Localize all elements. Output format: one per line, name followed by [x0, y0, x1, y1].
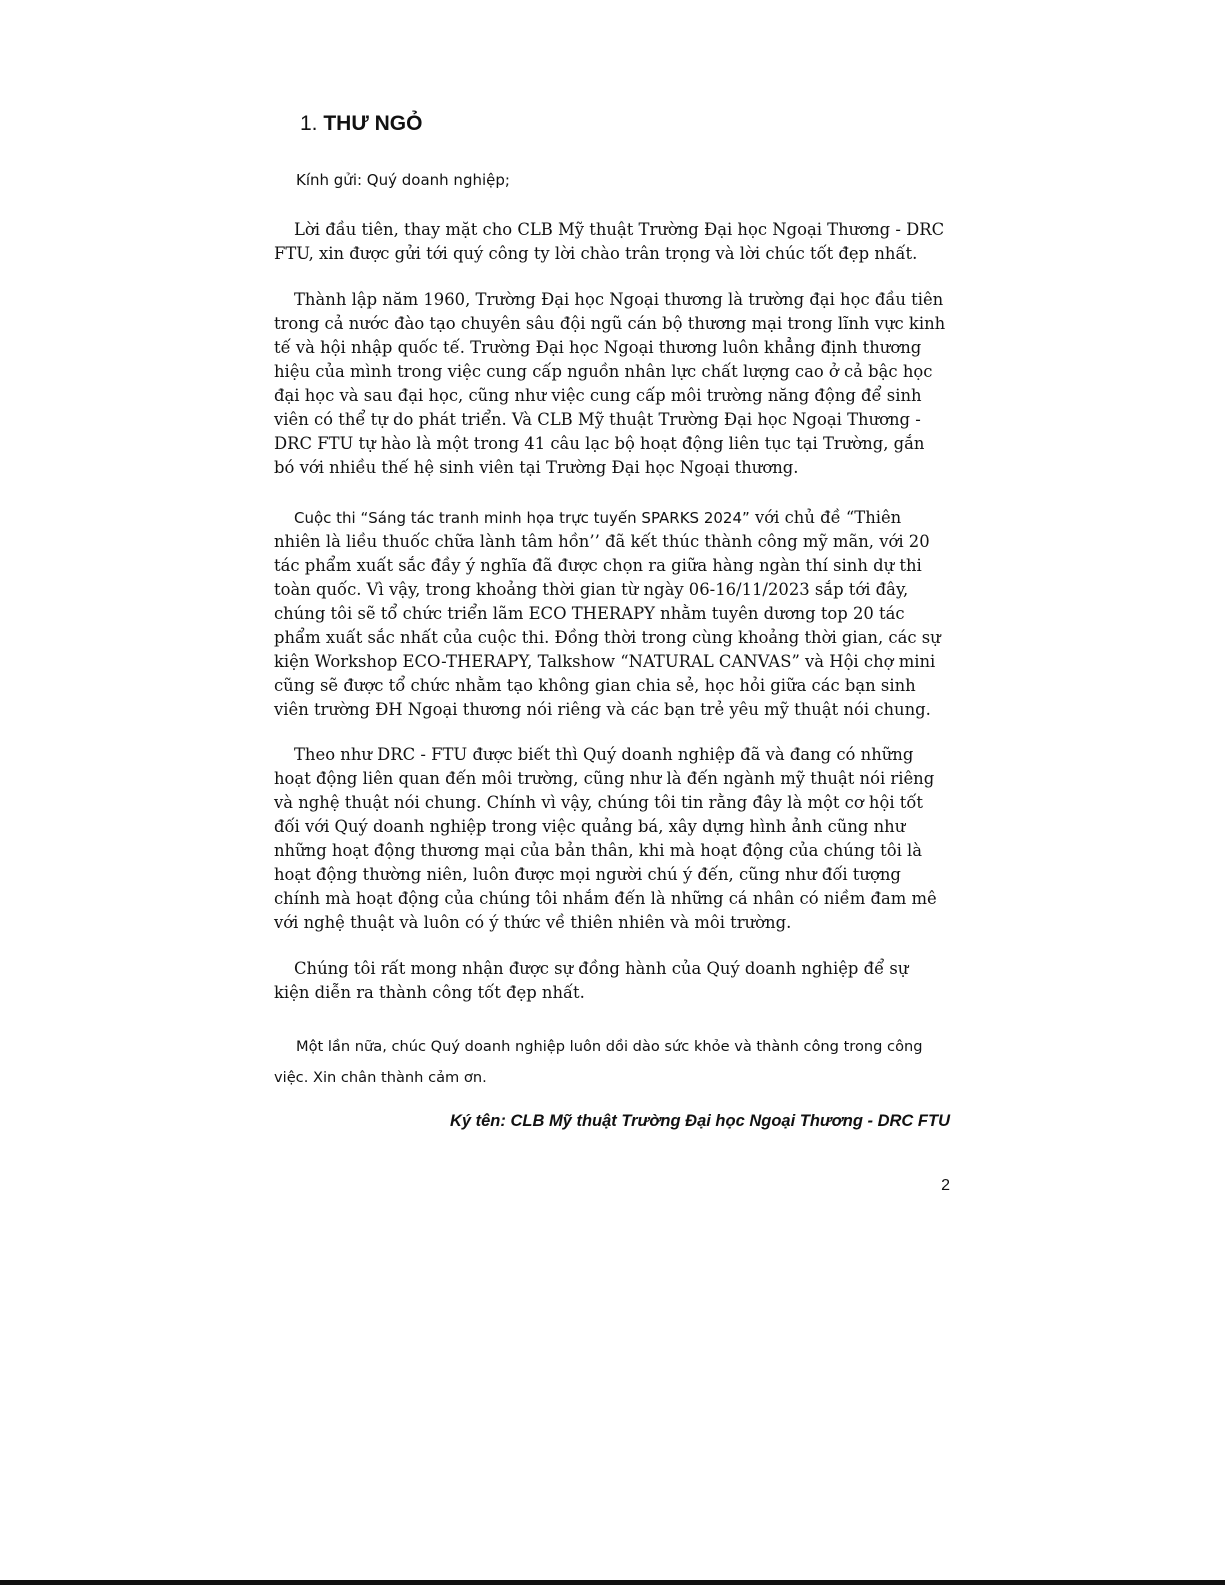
section-number: 1. [300, 112, 318, 135]
signature-line: Ký tên: CLB Mỹ thuật Trường Đại học Ngoại Thương - DRC FTU [449, 1112, 950, 1130]
contest-details: với chủ đề “Thiên nhiên là liều thuốc chữa lành tâm hồn’’ đã kết thúc thành công mỹ mãn, với 20 tác phẩm xuất sắc đầy ý nghĩa đã được chọn ra giữa hàng ngàn thí sinh dự thi toàn quốc. Vì vậy, trong khoảng thời gian từ ngày 06-16/11/2023 sắp tới đây, chúng tôi sẽ tổ chức triển lãm ECO THERAPY nhằm tuyên dương top 20 tác phẩm xuất sắc nhất của cuộc thi. Đồng thời trong cùng khoảng thời gian, các sự kiện Workshop ECO-THERAPY, Talkshow “NATURAL CANVAS” và Hội chợ mini cũng sẽ được tổ chức nhằm tạo không gian chia sẻ, học hỏi giữa các bạn sinh viên trường ĐH Ngoại thương nói riêng và các bạn trẻ yêu mỹ thuật nói chung. [274, 508, 941, 719]
paragraph-greeting: Lời đầu tiên, thay mặt cho CLB Mỹ thuật Trường Đại học Ngoại Thương - DRC FTU, xin được gửi tới quý công ty lời chào trân trọng và lời chúc tốt đẹp nhất. [274, 220, 945, 263]
page-number: 2 [941, 1177, 950, 1194]
paragraph-university-intro: Thành lập năm 1960, Trường Đại học Ngoại thương là trường đại học đầu tiên trong cả nước đào tạo chuyên sâu đội ngũ cán bộ thương mại trong lĩnh vực kinh tế và hội nhập quốc tế. Trường Đại học Ngoại thương luôn khẳng định thương hiệu của mình trong việc cung cấp nguồn nhân lực chất lượng cao ở cả bậc học đại học và sau đại học, cũng như việc cung cấp môi trường năng động để sinh viên có thể tự do phát triển. Và CLB Mỹ thuật Trường Đại học Ngoại Thương - DRC FTU tự hào là một trong 41 câu lạc bộ hoạt động liên tục tại Trường, gắn bó với nhiều thế hệ sinh viên tại Trường Đại học Ngoại thương. [274, 290, 946, 477]
contest-name: Cuộc thi “Sáng tác tranh minh họa trực tuyến SPARKS 2024” [294, 509, 750, 527]
section-title: THƯ NGỎ [323, 112, 423, 135]
paragraph-contest [274, 506, 946, 722]
bottom-border [0, 1580, 1225, 1585]
paragraph-request: Chúng tôi rất mong nhận được sự đồng hành của Quý doanh nghiệp để sự kiện diễn ra thành công tốt đẹp nhất. [274, 959, 909, 1002]
salutation: Kính gửi: Quý doanh nghiệp; [296, 171, 510, 189]
closing-remarks: Một lần nữa, chúc Quý doanh nghiệp luôn dồi dào sức khỏe và thành công trong công việc. Xin chân thành cảm ơn. [274, 1038, 923, 1086]
paragraph-sponsorship-pitch: Theo như DRC - FTU được biết thì Quý doanh nghiệp đã và đang có những hoạt động liên quan đến môi trường, cũng như là đến ngành mỹ thuật nói riêng và nghệ thuật nói chung. Chính vì vậy, chúng tôi tin rằng đây là một cơ hội tốt đối với Quý doanh nghiệp trong việc quảng bá, xây dựng hình ảnh cũng như những hoạt động thương mại của bản thân, khi mà hoạt động của chúng tôi là hoạt động thường niên, luôn được mọi người chú ý đến, cũng như đối tượng chính mà hoạt động của chúng tôi nhắm đến là những cá nhân có niềm đam mê với nghệ thuật và luôn có ý thức về thiên nhiên và môi trường. [274, 745, 937, 932]
section-heading [300, 112, 422, 136]
